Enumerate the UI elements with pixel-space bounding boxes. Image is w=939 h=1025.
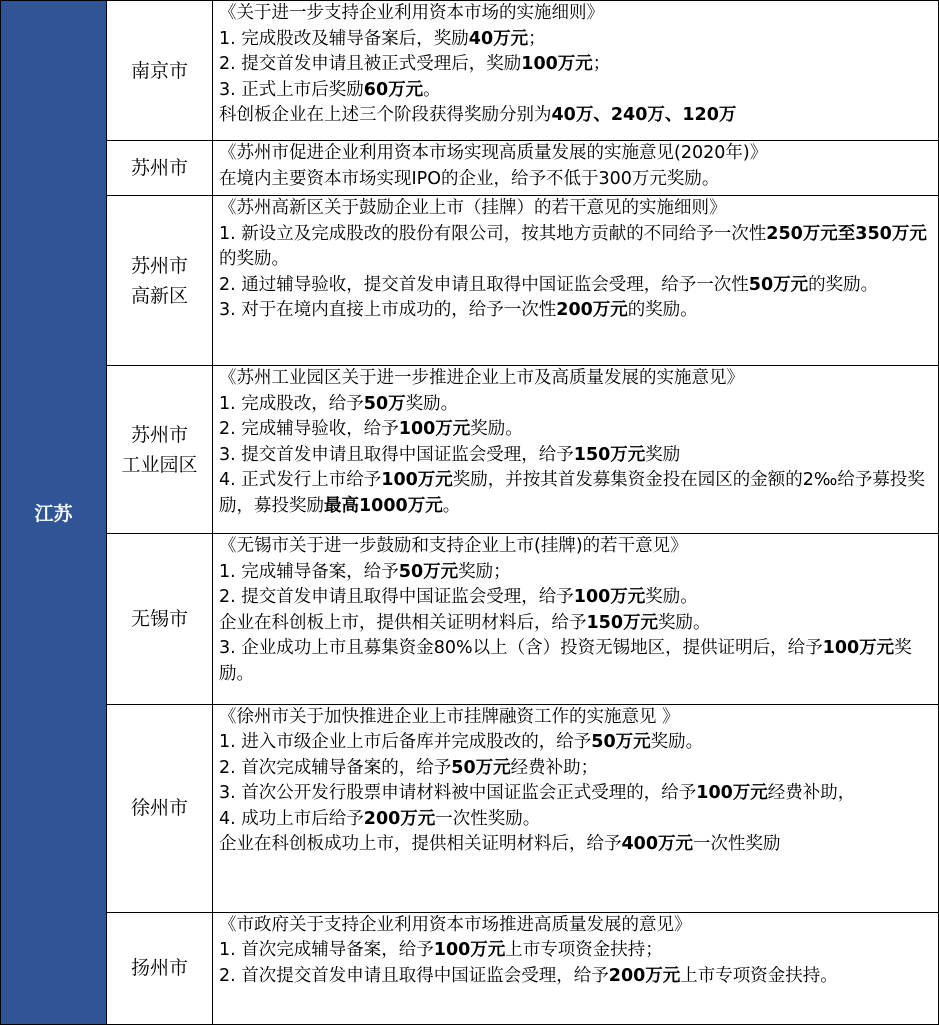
city-name-line: 苏州市 [130, 254, 188, 277]
policy-text: 奖励 [645, 444, 681, 465]
policy-text: 的奖励。 [219, 249, 289, 270]
policy-item [219, 52, 932, 78]
table-row [1, 704, 939, 912]
policy-content-cell [213, 704, 939, 912]
policy-text: 一次性奖励。 [435, 808, 541, 829]
policy-title [219, 534, 932, 560]
reward-amount: 60万元 [363, 79, 424, 100]
policy-item [219, 417, 932, 443]
policy-text: 企业在科创板成功上市，提供相关证明材料后，给予 [219, 834, 622, 855]
policy-title [219, 1, 932, 27]
policy-text: 奖励。 [645, 587, 698, 608]
policy-text: 2. 通过辅导验收，提交首发申请且取得中国证监会受理，给予一次性 [219, 274, 749, 295]
policy-text: 科创板企业在上述三个阶段获得奖励分别为 [219, 105, 552, 125]
policy-text: 奖励。 [219, 638, 912, 684]
city-cell: 南京市 [107, 1, 213, 141]
city-cell: 扬州市 [107, 912, 213, 1024]
policy-text: 3. 正式上市后奖励 [219, 79, 364, 100]
policy-item [219, 222, 932, 273]
reward-amount: 50万元 [451, 757, 511, 778]
policy-text: 1. 完成辅导备案，给予 [219, 561, 399, 582]
reward-amount: 250万元至350万元 [766, 223, 927, 244]
city-cell [107, 196, 213, 366]
reward-amount: 100万元 [433, 940, 506, 961]
policy-item [219, 103, 932, 129]
policy-table-body [1, 1, 939, 1025]
policy-text: 《关于进一步支持企业利用资本市场的实施细则》 [219, 3, 604, 23]
reward-amount: 最高1000万元 [324, 495, 443, 516]
policy-title [219, 366, 932, 392]
reward-amount: 400万元 [621, 834, 694, 855]
policy-content-cell [213, 196, 939, 366]
reward-amount: 100万元 [398, 419, 471, 440]
table-row [1, 141, 939, 196]
policy-item [219, 468, 932, 519]
policy-text: ； [592, 54, 611, 74]
policy-text: 上市专项资金扶持； [505, 940, 663, 961]
policy-title [219, 705, 932, 731]
policy-item [219, 560, 932, 586]
policy-text: 《徐州市关于加快推进企业上市挂牌融资工作的实施意见 》 [219, 706, 680, 727]
reward-amount: 200万元 [363, 808, 436, 829]
policy-item [219, 78, 932, 104]
reward-amount: 100万元 [696, 783, 768, 804]
policy-text: 《苏州高新区关于鼓励企业上市（挂牌）的若干意见的实施细则》 [219, 198, 727, 219]
policy-item [219, 756, 932, 782]
policy-item [219, 167, 932, 193]
city-cell: 苏州市 [107, 141, 213, 196]
policy-text: 2. 提交首发申请且取得中国证监会受理，给予 [219, 587, 574, 608]
policy-content-cell [213, 141, 939, 196]
policy-text: 的奖励。 [808, 274, 879, 295]
reward-amount: 100万元 [381, 470, 453, 491]
policy-item [219, 964, 932, 990]
policy-text: 奖励； [458, 561, 511, 582]
policy-text: 奖励。 [658, 612, 711, 633]
reward-amount: 50万元 [591, 732, 651, 753]
policy-text: 4. 成功上市后给予 [219, 808, 364, 829]
reward-amount: 200万元 [556, 300, 628, 321]
policy-text: 企业在科创板上市，提供相关证明材料后，给予 [219, 612, 587, 633]
policy-text: 2. 提交首发申请且被正式受理后，奖励 [219, 54, 522, 74]
policy-text: 在境内主要资本市场实现IPO的企业，给予不低于300万元奖励。 [219, 168, 720, 189]
reward-amount: 50万 [363, 393, 406, 414]
policy-text: 奖励。 [650, 732, 704, 753]
policy-text: 1. 进入市级企业上市后备库并完成股改的，给予 [219, 732, 592, 753]
policy-item [219, 938, 932, 964]
reward-amount: 50万元 [748, 274, 809, 295]
reward-amount: 40万元 [468, 28, 529, 49]
policy-text: 1. 新设立及完成股改的股份有限公司，按其地方贡献的不同给予一次性 [219, 223, 767, 244]
table-row [1, 366, 939, 534]
policy-text: 奖励。 [470, 419, 523, 440]
policy-content-cell [213, 366, 939, 534]
policy-text: 3. 提交首发申请且取得中国证监会受理，给予 [219, 444, 574, 465]
policy-text: 奖励。 [405, 393, 459, 414]
policy-text: 经费补助， [767, 783, 856, 804]
reward-amount: 150万元 [573, 444, 646, 465]
policy-item [219, 273, 932, 299]
policy-item [219, 27, 932, 53]
policy-item [219, 585, 932, 611]
policy-item [219, 781, 932, 807]
policy-text: 《苏州市促进企业利用资本市场实现高质量发展的实施意见(2020年)》 [219, 143, 768, 164]
policy-text: 。 [442, 495, 461, 516]
policy-title [219, 141, 932, 167]
policy-content-cell [213, 912, 939, 1024]
table-row [1, 534, 939, 704]
reward-amount: 100万元 [573, 587, 646, 608]
policy-text: 上市专项资金扶持。 [680, 965, 838, 986]
policy-text: 。 [423, 79, 441, 100]
table-row [1, 912, 939, 1024]
policy-text: 的奖励。 [627, 300, 698, 321]
reward-amount: 100万元 [521, 54, 593, 74]
table-row [1, 1, 939, 141]
city-cell: 无锡市 [107, 534, 213, 704]
policy-item [219, 807, 932, 833]
policy-item [219, 298, 932, 324]
policy-item [219, 611, 932, 637]
policy-text: 1. 首次完成辅导备案，给予 [219, 940, 434, 961]
policy-text: ； [528, 28, 546, 49]
policy-item [219, 730, 932, 756]
policy-text: 2. 首次完成辅导备案的，给予 [219, 757, 452, 778]
province-cell: 江苏 [1, 1, 107, 1025]
city-name-line: 工业园区 [121, 453, 198, 476]
reward-amount: 100万元 [822, 638, 895, 659]
reward-amount: 50万元 [398, 561, 459, 582]
policy-text: 奖励，并按其首发募集资金投在园区的金额的2‰给予募投奖励，募投奖励 [219, 470, 925, 516]
policy-text: 4. 正式发行上市给予 [219, 470, 382, 491]
city-name-line: 苏州市 [130, 423, 188, 446]
table-row [1, 196, 939, 366]
reward-amount: 40万、240万、120万 [551, 105, 737, 125]
policy-text: 一次性奖励 [693, 834, 781, 855]
policy-item [219, 392, 932, 418]
policy-text: 3. 企业成功上市且募集资金80%以上（含）投资无锡地区，提供证明后，给予 [219, 638, 823, 659]
policy-title [219, 196, 932, 222]
city-cell [107, 366, 213, 534]
city-name-line: 高新区 [130, 284, 188, 307]
policy-text: 《无锡市关于进一步鼓励和支持企业上市(挂牌)的若干意见》 [219, 536, 688, 557]
policy-text: 1. 完成股改及辅导备案后，奖励 [219, 28, 469, 49]
policy-content-cell [213, 534, 939, 704]
policy-title [219, 913, 932, 939]
city-cell: 徐州市 [107, 704, 213, 912]
policy-text: 1. 完成股改，给予 [219, 393, 364, 414]
policy-text: 经费补助； [510, 757, 599, 778]
policy-text: 3. 对于在境内直接上市成功的，给予一次性 [219, 300, 557, 321]
policy-text: 2. 完成辅导验收，给予 [219, 419, 399, 440]
reward-amount: 150万元 [586, 612, 659, 633]
policy-text: 3. 首次公开发行股票申请材料被中国证监会正式受理的，给予 [219, 783, 697, 804]
policy-item [219, 636, 932, 687]
policy-content-cell [213, 1, 939, 141]
policy-item [219, 832, 932, 858]
policy-text: 《市政府关于支持企业利用资本市场推进高质量发展的意见》 [219, 914, 692, 935]
policy-item [219, 443, 932, 469]
policy-text: 《苏州工业园区关于进一步推进企业上市及高质量发展的实施意见》 [219, 368, 744, 389]
reward-amount: 200万元 [608, 965, 681, 986]
policy-text: 2. 首次提交首发申请且取得中国证监会受理，给予 [219, 965, 609, 986]
